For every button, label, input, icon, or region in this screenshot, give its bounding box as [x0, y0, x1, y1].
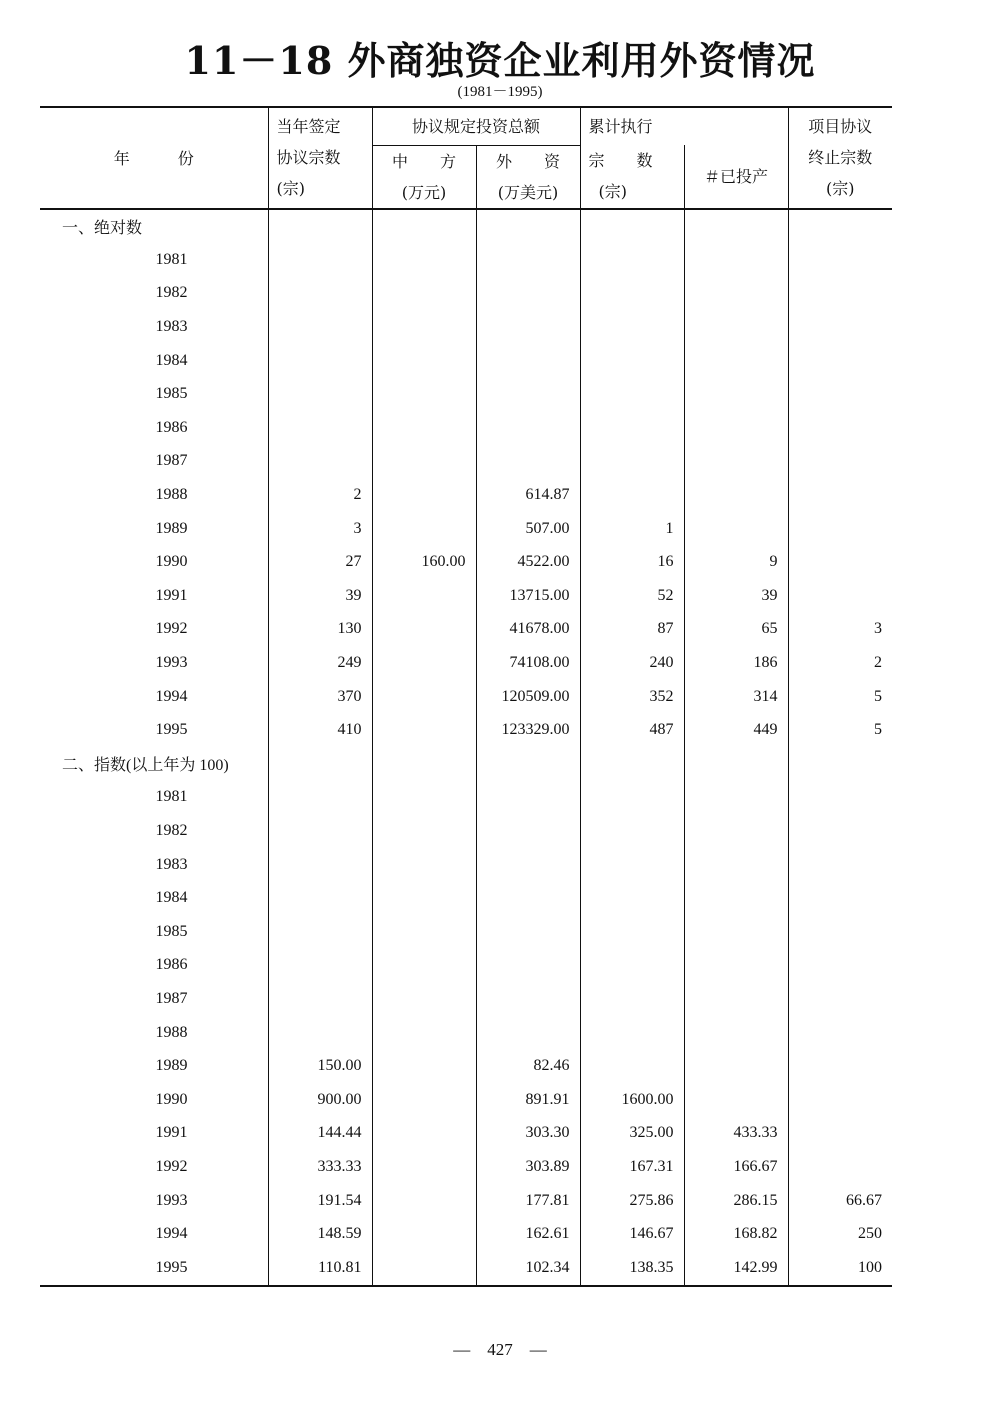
- value-cell-cn: [372, 1217, 476, 1251]
- value-cell-fx: 41678.00: [476, 613, 580, 647]
- table-row: [40, 512, 892, 546]
- value-cell-count: 487: [580, 713, 684, 747]
- table-row: [40, 1251, 892, 1286]
- year-cell: 1983: [155, 855, 188, 873]
- value-cell-signed: [268, 445, 372, 479]
- value-cell-count: [580, 949, 684, 983]
- value-cell-fx: 74108.00: [476, 646, 580, 680]
- value-cell-fx: [476, 848, 580, 882]
- value-cell-term: [788, 445, 892, 479]
- value-cell-signed: [268, 411, 372, 445]
- value-cell-signed: 900.00: [268, 1083, 372, 1117]
- table-row: [40, 1016, 892, 1050]
- value-cell-fx: [476, 915, 580, 949]
- table-row: [40, 814, 892, 848]
- table-row: [40, 949, 892, 983]
- value-cell-signed: 2: [268, 478, 372, 512]
- value-cell-fx: [476, 344, 580, 378]
- value-cell-fx: 303.89: [476, 1150, 580, 1184]
- year-cell: 1984: [155, 889, 188, 907]
- value-cell-prod: [684, 915, 788, 949]
- value-cell-term: 250: [788, 1217, 892, 1251]
- value-cell-cn: [372, 310, 476, 344]
- year-cell: 1995: [155, 721, 188, 739]
- value-cell-term: [788, 377, 892, 411]
- value-cell-fx: 102.34: [476, 1251, 580, 1286]
- table-row: [40, 411, 892, 445]
- table-row: [40, 478, 892, 512]
- value-cell-cn: [372, 1251, 476, 1286]
- value-cell-term: [788, 1150, 892, 1184]
- value-cell-cn: [372, 243, 476, 277]
- header-year: 年 份: [113, 149, 194, 169]
- value-cell-signed: [268, 344, 372, 378]
- value-cell-signed: [268, 781, 372, 815]
- value-cell-fx: 507.00: [476, 512, 580, 546]
- year-cell: 1993: [155, 1191, 188, 1209]
- value-cell-fx: [476, 445, 580, 479]
- year-cell: 1982: [155, 284, 188, 302]
- value-cell-count: 1600.00: [580, 1083, 684, 1117]
- page-title: 11－18 外商独资企业利用外资情况: [184, 38, 816, 83]
- header-chinese-side-label: 中 方: [391, 151, 456, 171]
- empty-cell: [372, 747, 476, 781]
- year-cell: 1995: [155, 1258, 188, 1276]
- value-cell-signed: 249: [268, 646, 372, 680]
- value-cell-fx: [476, 243, 580, 277]
- value-cell-signed: 191.54: [268, 1184, 372, 1218]
- value-cell-count: 352: [580, 680, 684, 714]
- value-cell-term: [788, 781, 892, 815]
- value-cell-cn: [372, 814, 476, 848]
- table-header: [40, 107, 892, 209]
- table-row: [40, 1184, 892, 1218]
- year-cell: 1981: [155, 788, 188, 806]
- value-cell-count: 16: [580, 545, 684, 579]
- table-row: [40, 613, 892, 647]
- value-cell-count: [580, 445, 684, 479]
- table-row: [40, 680, 892, 714]
- page-number: — 427 —: [453, 1340, 547, 1359]
- table-row: [40, 1150, 892, 1184]
- table-row: [40, 243, 892, 277]
- value-cell-count: [580, 478, 684, 512]
- value-cell-fx: 123329.00: [476, 713, 580, 747]
- value-cell-term: [788, 1016, 892, 1050]
- value-cell-count: [580, 1049, 684, 1083]
- value-cell-fx: 614.87: [476, 478, 580, 512]
- empty-cell: [476, 747, 580, 781]
- value-cell-cn: [372, 512, 476, 546]
- value-cell-signed: 150.00: [268, 1049, 372, 1083]
- value-cell-fx: [476, 1016, 580, 1050]
- empty-cell: [684, 209, 788, 244]
- value-cell-prod: [684, 478, 788, 512]
- value-cell-prod: 286.15: [684, 1184, 788, 1218]
- year-cell: 1986: [155, 956, 188, 974]
- value-cell-term: [788, 243, 892, 277]
- value-cell-prod: [684, 949, 788, 983]
- table-row: [40, 1217, 892, 1251]
- value-cell-fx: [476, 881, 580, 915]
- value-cell-prod: [684, 848, 788, 882]
- value-cell-term: 2: [788, 646, 892, 680]
- value-cell-cn: [372, 478, 476, 512]
- table-body: [40, 209, 892, 1286]
- year-cell: 1987: [155, 452, 188, 470]
- section-row: [40, 209, 892, 244]
- value-cell-count: [580, 344, 684, 378]
- year-cell: 1993: [155, 654, 188, 672]
- year-cell: 1986: [155, 418, 188, 436]
- value-cell-term: [788, 1117, 892, 1151]
- value-cell-count: 138.35: [580, 1251, 684, 1286]
- year-cell: 1992: [155, 1157, 188, 1175]
- value-cell-prod: 142.99: [684, 1251, 788, 1286]
- value-cell-signed: 110.81: [268, 1251, 372, 1286]
- empty-cell: [268, 747, 372, 781]
- value-cell-prod: [684, 1083, 788, 1117]
- value-cell-cn: [372, 277, 476, 311]
- value-cell-term: [788, 512, 892, 546]
- value-cell-term: [788, 915, 892, 949]
- value-cell-prod: 449: [684, 713, 788, 747]
- value-cell-count: [580, 781, 684, 815]
- value-cell-signed: [268, 915, 372, 949]
- value-cell-count: [580, 1016, 684, 1050]
- value-cell-signed: 3: [268, 512, 372, 546]
- value-cell-cn: [372, 982, 476, 1016]
- value-cell-signed: [268, 377, 372, 411]
- value-cell-fx: [476, 411, 580, 445]
- value-cell-count: [580, 881, 684, 915]
- value-cell-fx: 82.46: [476, 1049, 580, 1083]
- value-cell-signed: 39: [268, 579, 372, 613]
- value-cell-count: 167.31: [580, 1150, 684, 1184]
- value-cell-count: 240: [580, 646, 684, 680]
- value-cell-term: 100: [788, 1251, 892, 1286]
- header-chinese-side: [372, 145, 476, 209]
- value-cell-term: [788, 344, 892, 378]
- value-cell-count: 325.00: [580, 1117, 684, 1151]
- year-cell: 1991: [155, 1124, 188, 1142]
- year-cell: 1988: [155, 486, 188, 504]
- value-cell-signed: [268, 814, 372, 848]
- value-cell-prod: 186: [684, 646, 788, 680]
- header-terminated-line1: 项目协议: [808, 117, 873, 137]
- header-signed-agreements: [268, 107, 372, 209]
- value-cell-cn: [372, 613, 476, 647]
- value-cell-fx: 120509.00: [476, 680, 580, 714]
- empty-cell: [580, 747, 684, 781]
- value-cell-cn: [372, 579, 476, 613]
- year-cell: 1992: [155, 620, 188, 638]
- year-cell: 1991: [155, 586, 188, 604]
- value-cell-count: [580, 848, 684, 882]
- value-cell-count: [580, 243, 684, 277]
- header-terminated-line2: 终止宗数: [808, 148, 873, 168]
- value-cell-prod: [684, 310, 788, 344]
- value-cell-fx: [476, 377, 580, 411]
- year-cell: 1990: [155, 553, 188, 571]
- value-cell-prod: [684, 377, 788, 411]
- value-cell-cn: [372, 1150, 476, 1184]
- table-row: [40, 848, 892, 882]
- table-row: [40, 310, 892, 344]
- value-cell-count: [580, 411, 684, 445]
- value-cell-cn: [372, 680, 476, 714]
- value-cell-signed: 27: [268, 545, 372, 579]
- value-cell-fx: 891.91: [476, 1083, 580, 1117]
- value-cell-fx: [476, 781, 580, 815]
- value-cell-cn: 160.00: [372, 545, 476, 579]
- table-row: [40, 1049, 892, 1083]
- section-row: [40, 747, 892, 781]
- table-row: [40, 713, 892, 747]
- value-cell-term: [788, 814, 892, 848]
- value-cell-prod: [684, 344, 788, 378]
- header-cumulative-execution: 累计执行: [580, 107, 788, 145]
- header-in-production: ＃已投产: [684, 145, 788, 209]
- value-cell-fx: [476, 310, 580, 344]
- year-cell: 1982: [155, 821, 188, 839]
- year-cell: 1983: [155, 318, 188, 336]
- value-cell-term: [788, 411, 892, 445]
- value-cell-cn: [372, 915, 476, 949]
- table-row: [40, 344, 892, 378]
- year-cell: 1994: [155, 687, 188, 705]
- value-cell-fx: 162.61: [476, 1217, 580, 1251]
- value-cell-term: 66.67: [788, 1184, 892, 1218]
- value-cell-cn: [372, 344, 476, 378]
- header-foreign-capital: [476, 145, 580, 209]
- empty-cell: [268, 209, 372, 244]
- year-cell: 1981: [155, 250, 188, 268]
- value-cell-term: [788, 881, 892, 915]
- value-cell-fx: [476, 277, 580, 311]
- value-cell-prod: 65: [684, 613, 788, 647]
- value-cell-term: [788, 1049, 892, 1083]
- year-cell: 1987: [155, 989, 188, 1007]
- value-cell-prod: [684, 881, 788, 915]
- value-cell-prod: [684, 243, 788, 277]
- value-cell-term: 5: [788, 680, 892, 714]
- year-cell: 1985: [155, 385, 188, 403]
- value-cell-signed: [268, 1016, 372, 1050]
- value-cell-term: 5: [788, 713, 892, 747]
- value-cell-cn: [372, 781, 476, 815]
- table-row: [40, 579, 892, 613]
- value-cell-term: [788, 1083, 892, 1117]
- value-cell-term: [788, 310, 892, 344]
- value-cell-term: [788, 545, 892, 579]
- header-project-count-unit: (宗): [598, 182, 628, 202]
- table-row: [40, 545, 892, 579]
- value-cell-cn: [372, 377, 476, 411]
- value-cell-term: [788, 277, 892, 311]
- year-cell: 1989: [155, 519, 188, 537]
- value-cell-prod: 39: [684, 579, 788, 613]
- value-cell-signed: [268, 982, 372, 1016]
- header-signed-line1: 当年签定: [276, 117, 341, 137]
- value-cell-prod: 433.33: [684, 1117, 788, 1151]
- value-cell-prod: [684, 277, 788, 311]
- value-cell-fx: [476, 814, 580, 848]
- table-row: [40, 781, 892, 815]
- value-cell-cn: [372, 646, 476, 680]
- empty-cell: [372, 209, 476, 244]
- table-row: [40, 646, 892, 680]
- value-cell-signed: 410: [268, 713, 372, 747]
- empty-cell: [788, 747, 892, 781]
- value-cell-fx: 303.30: [476, 1117, 580, 1151]
- header-project-count: [580, 145, 684, 209]
- value-cell-cn: [372, 713, 476, 747]
- value-cell-signed: 148.59: [268, 1217, 372, 1251]
- header-foreign-capital-label: 外 资: [496, 151, 561, 171]
- table-row: [40, 1117, 892, 1151]
- header-foreign-capital-unit: (万美元): [497, 182, 559, 202]
- value-cell-signed: 333.33: [268, 1150, 372, 1184]
- value-cell-cn: [372, 1184, 476, 1218]
- value-cell-prod: 314: [684, 680, 788, 714]
- value-cell-cn: [372, 949, 476, 983]
- value-cell-signed: 144.44: [268, 1117, 372, 1151]
- value-cell-prod: [684, 445, 788, 479]
- value-cell-count: [580, 310, 684, 344]
- value-cell-cn: [372, 1117, 476, 1151]
- value-cell-cn: [372, 1049, 476, 1083]
- table-row: [40, 881, 892, 915]
- empty-cell: [476, 209, 580, 244]
- value-cell-prod: 9: [684, 545, 788, 579]
- value-cell-signed: 130: [268, 613, 372, 647]
- table-row: [40, 277, 892, 311]
- page-subtitle: (1981－1995): [457, 84, 543, 100]
- value-cell-prod: 168.82: [684, 1217, 788, 1251]
- year-cell: 1990: [155, 1090, 188, 1108]
- value-cell-prod: [684, 982, 788, 1016]
- value-cell-prod: [684, 1049, 788, 1083]
- year-cell: 1985: [155, 922, 188, 940]
- value-cell-count: [580, 277, 684, 311]
- header-terminated-agreements: [788, 107, 892, 209]
- empty-cell: [580, 209, 684, 244]
- section-label: 二、指数(以上年为 100): [62, 757, 229, 775]
- header-chinese-side-unit: (万元): [401, 182, 447, 202]
- table-row: [40, 982, 892, 1016]
- year-cell: 1989: [155, 1057, 188, 1075]
- value-cell-term: [788, 579, 892, 613]
- value-cell-fx: [476, 982, 580, 1016]
- value-cell-prod: [684, 411, 788, 445]
- value-cell-cn: [372, 1016, 476, 1050]
- empty-cell: [684, 747, 788, 781]
- value-cell-count: 52: [580, 579, 684, 613]
- value-cell-fx: 4522.00: [476, 545, 580, 579]
- value-cell-term: [788, 848, 892, 882]
- value-cell-signed: [268, 848, 372, 882]
- value-cell-signed: [268, 277, 372, 311]
- section-label: 一、绝对数: [62, 219, 143, 237]
- header-project-count-label: 宗 数: [588, 151, 653, 171]
- value-cell-cn: [372, 881, 476, 915]
- value-cell-prod: [684, 1016, 788, 1050]
- value-cell-count: 146.67: [580, 1217, 684, 1251]
- value-cell-signed: [268, 881, 372, 915]
- year-cell: 1994: [155, 1225, 188, 1243]
- header-terminated-unit: (宗): [826, 179, 855, 199]
- value-cell-prod: 166.67: [684, 1150, 788, 1184]
- value-cell-fx: 177.81: [476, 1184, 580, 1218]
- table-row: [40, 445, 892, 479]
- value-cell-count: [580, 814, 684, 848]
- value-cell-count: 87: [580, 613, 684, 647]
- value-cell-count: 275.86: [580, 1184, 684, 1218]
- year-cell: 1984: [155, 351, 188, 369]
- value-cell-cn: [372, 1083, 476, 1117]
- value-cell-signed: [268, 243, 372, 277]
- value-cell-count: [580, 915, 684, 949]
- empty-cell: [788, 209, 892, 244]
- value-cell-term: 3: [788, 613, 892, 647]
- value-cell-count: [580, 377, 684, 411]
- value-cell-count: 1: [580, 512, 684, 546]
- value-cell-cn: [372, 848, 476, 882]
- value-cell-fx: 13715.00: [476, 579, 580, 613]
- value-cell-cn: [372, 445, 476, 479]
- value-cell-term: [788, 949, 892, 983]
- value-cell-signed: [268, 310, 372, 344]
- value-cell-prod: [684, 512, 788, 546]
- header-signed-line2: 协议宗数: [276, 148, 341, 168]
- table-row: [40, 915, 892, 949]
- value-cell-cn: [372, 411, 476, 445]
- value-cell-signed: 370: [268, 680, 372, 714]
- value-cell-signed: [268, 949, 372, 983]
- value-cell-fx: [476, 949, 580, 983]
- value-cell-term: [788, 478, 892, 512]
- value-cell-prod: [684, 814, 788, 848]
- year-cell: 1988: [155, 1023, 188, 1041]
- header-signed-unit: (宗): [276, 179, 305, 199]
- value-cell-prod: [684, 781, 788, 815]
- value-cell-term: [788, 982, 892, 1016]
- value-cell-count: [580, 982, 684, 1016]
- header-total-investment: 协议规定投资总额: [372, 107, 580, 145]
- statistics-table: [40, 106, 892, 1287]
- table-row: [40, 377, 892, 411]
- table-row: [40, 1083, 892, 1117]
